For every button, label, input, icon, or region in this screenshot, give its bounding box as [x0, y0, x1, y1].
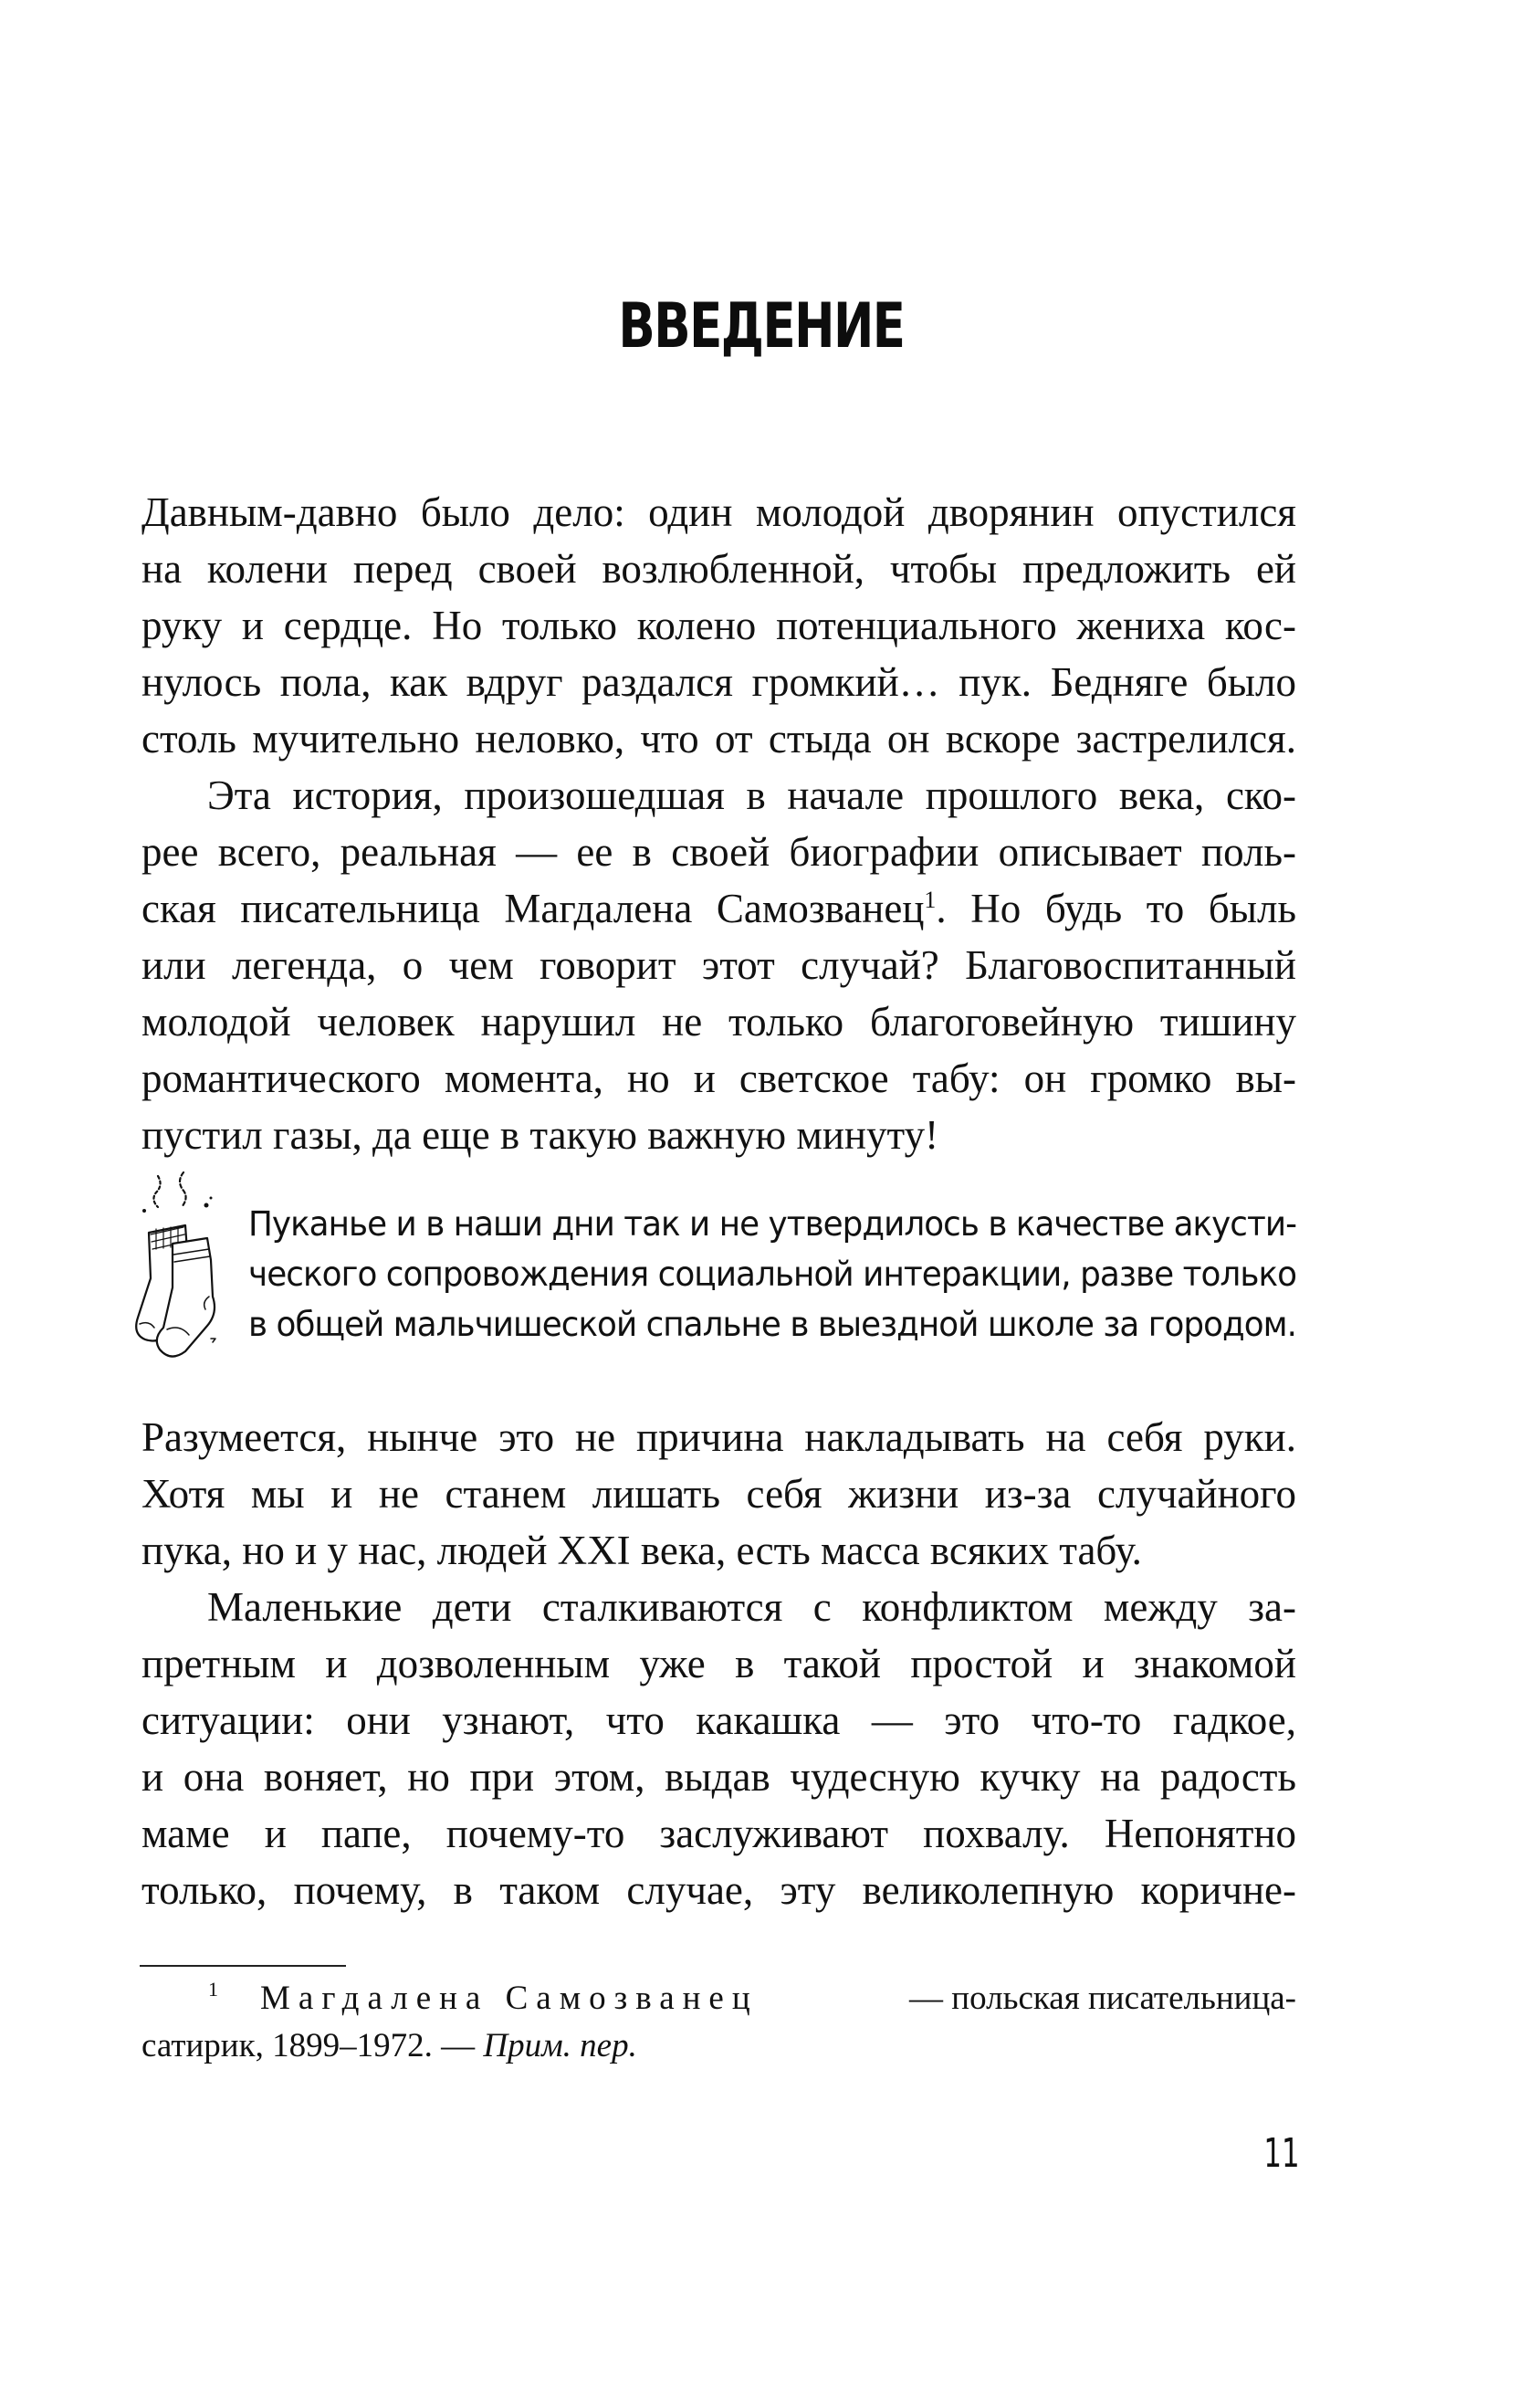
body-line: нулось пола, как вдруг раздался громкий… пук. Бедняге было [141, 659, 1296, 705]
body-line: пустил газы, да еще в такую важную минуту! [141, 1112, 939, 1158]
footnote-line [141, 1975, 1296, 2022]
footnote-divider [140, 1965, 346, 1967]
side-note-line: в общей мальчишеской спальне в выездной школе за городом. [248, 1305, 1296, 1344]
body-line: руку и сердце. Но только колено потенциального жениха кос- [141, 603, 1296, 648]
body-line: столь мучительно неловко, что от стыда он вскоре застрелился. [141, 716, 1296, 762]
body-line: романтического момента, но и светское табу: он громко вы- [141, 1056, 1296, 1101]
body-line: Маленькие дети сталкиваются с конфликтом между за- [207, 1584, 1296, 1630]
footnote-marker: 1 [208, 1978, 218, 2001]
footnote-text: — польская писательница- [909, 1980, 1296, 2017]
socks-icon [131, 1169, 226, 1360]
footnote-text: сатирик, 1899–1972. — [141, 2027, 484, 2064]
body-text: ская писательница Магдалена Самозванец [141, 886, 925, 931]
body-line: ситуации: они узнают, что какашка — это что-то гадкое, [141, 1697, 1296, 1743]
side-note-line: ческого сопровождения социальной интеракции, разве только [248, 1255, 1297, 1294]
body-line: рее всего, реальная — ее в своей биографии описывает поль- [141, 829, 1296, 875]
translator-note: Прим. пер. [483, 2027, 637, 2064]
body-line: маме и папе, почему-то заслуживают похвалу. Непонятно [141, 1811, 1296, 1856]
body-line: и она воняет, но при этом, выдав чудесную кучку на радость [141, 1754, 1296, 1800]
body-line-with-footnote-ref [141, 880, 1296, 937]
body-line: Эта история, произошедшая в начале прошлого века, ско- [207, 772, 1296, 818]
body-line: Давным-давно было дело: один молодой дворянин опустился [141, 489, 1296, 535]
body-line: или легенда, о чем говорит этот случай? Благовоспитанный [141, 942, 1296, 988]
chapter-title: ВВЕДЕНИЕ [618, 290, 905, 362]
body-line: претным и дозволенным уже в такой простой и знакомой [141, 1641, 1296, 1686]
side-note-line: Пуканье и в наши дни так и не утвердилось в качестве акусти- [248, 1204, 1296, 1244]
body-line: Разумеется, нынче это не причина накладывать на себя руки. [141, 1414, 1296, 1460]
page-number: 11 [1263, 2130, 1300, 2177]
body-line: только, почему, в таком случае, эту великолепную коричне- [141, 1867, 1296, 1913]
footnote-line [141, 2022, 1296, 2070]
body-text: . Но будь то быль [936, 886, 1296, 931]
footnote-name: Магдалена Самозванец [260, 1980, 759, 2017]
body-line: на колени перед своей возлюбленной, чтобы предложить ей [141, 546, 1296, 592]
body-line: молодой человек нарушил не только благоговейную тишину [141, 999, 1296, 1045]
body-line: Хотя мы и не станем лишать себя жизни из-за случайного [141, 1471, 1296, 1517]
footnote-reference[interactable]: 1 [924, 887, 937, 913]
body-line: пука, но и у нас, людей XXI века, есть масса всяких табу. [141, 1528, 1142, 1573]
